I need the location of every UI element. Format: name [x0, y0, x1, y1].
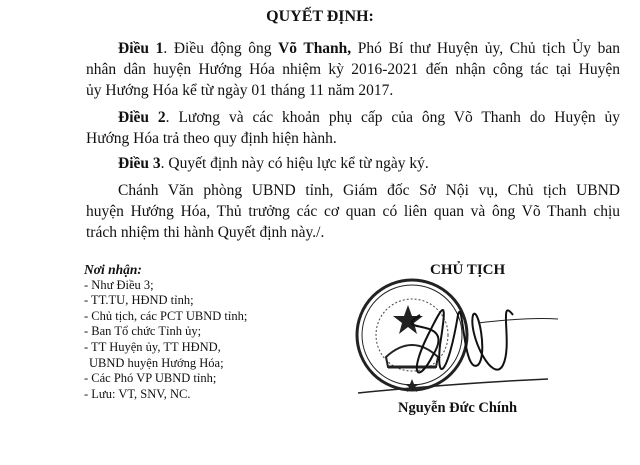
recipient-item: - Các Phó VP UBND tỉnh; [84, 371, 217, 386]
signer-position: CHỦ TỊCH [430, 262, 506, 278]
article-2-line-2: Hướng Hóa trả theo quy định hiện hành. [86, 130, 337, 147]
signer-name: Nguyễn Đức Chính [398, 400, 518, 416]
article-3-label: Điều 3 [118, 155, 161, 172]
article-1-line-1 [118, 38, 620, 59]
recipient-item: - Ban Tổ chức Tỉnh ủy; [84, 324, 202, 339]
recipients-heading: Nơi nhận: [84, 262, 142, 277]
recipient-item: - Như Điều 3; [84, 277, 154, 292]
article-2-line-1 [118, 107, 620, 128]
execution-line-3: trách nhiệm thi hành Quyết định này./. [86, 224, 325, 241]
article-2-label: Điều 2 [118, 109, 166, 126]
recipient-item: - TT.TU, HĐND tỉnh; [84, 293, 194, 308]
article-1-label: Điều 1 [118, 40, 164, 57]
article-3-line-1 [118, 153, 620, 174]
recipients-list [84, 262, 247, 402]
decision-title: QUYẾT ĐỊNH: [266, 8, 374, 25]
text: Phó Bí thư Huyện ủy, Chủ tịch Ủy ban [351, 40, 620, 57]
person-name: Võ Thanh, [278, 40, 352, 57]
recipient-item: - TT Huyện ủy, TT HĐND, [84, 339, 221, 354]
execution-line-1: Chánh Văn phòng UBND tỉnh, Giám đốc Sở Nội vụ, Chủ tịch UBND [118, 182, 620, 199]
execution-line-2: huyện Hướng Hóa, Thủ trưởng các cơ quan có liên quan và ông Võ Thanh chịu [86, 203, 620, 220]
recipient-item: - Lưu: VT, SNV, NC. [84, 386, 191, 401]
text: . Quyết định này có hiệu lực kể từ ngày ký. [160, 155, 429, 172]
text: . Lương và các khoản phụ cấp của ông Võ Thanh do Huyện ủy [165, 109, 620, 126]
recipient-item: UBND huyện Hướng Hóa; [89, 355, 224, 370]
text: . Điều động ông [163, 40, 279, 57]
recipient-item: - Chủ tịch, các PCT UBND tỉnh; [84, 308, 248, 323]
article-1-line-2: nhân dân huyện Hướng Hóa nhiệm kỳ 2016-2021 đến nhận công tác tại Huyện [86, 61, 620, 78]
article-1-line-3: ủy Hướng Hóa kể từ ngày 01 tháng 11 năm 2017. [86, 82, 394, 99]
official-seal-and-signature-icon [348, 275, 568, 410]
